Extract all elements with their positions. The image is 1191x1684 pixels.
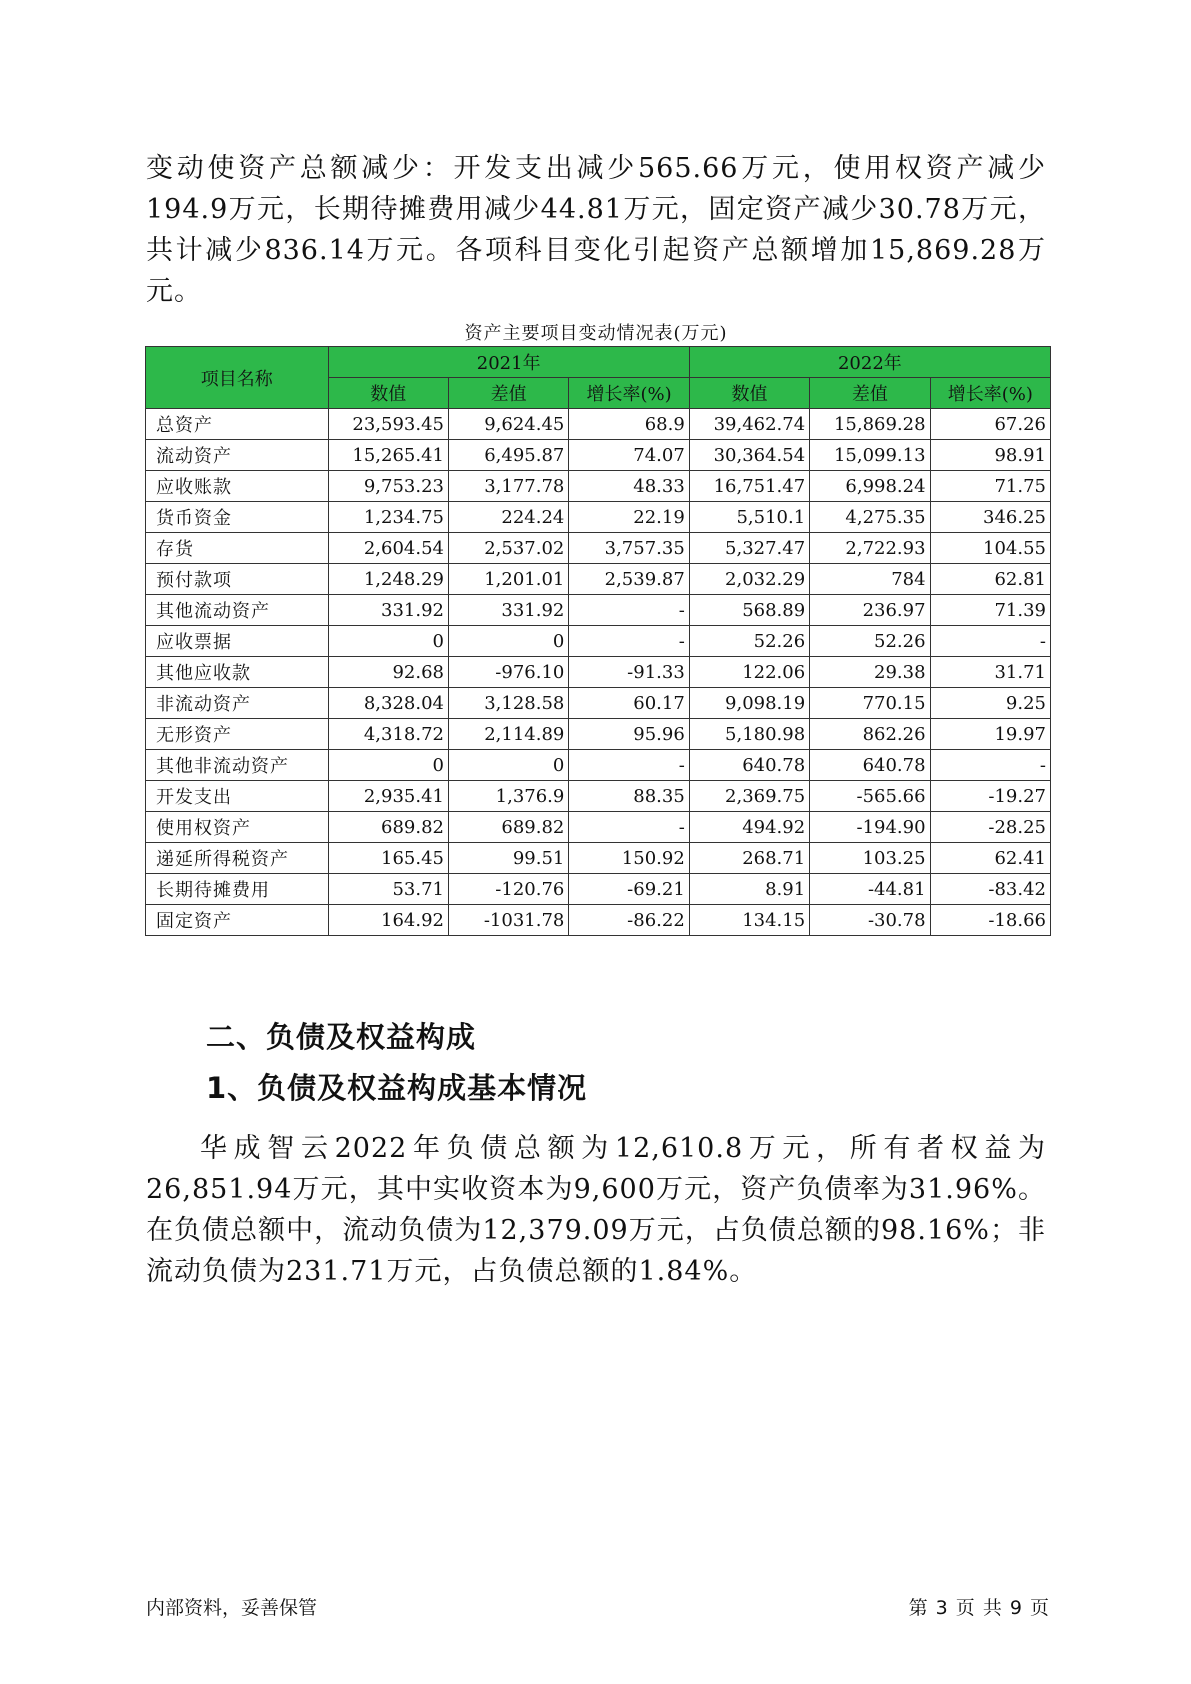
row-item-name: 无形资产 bbox=[146, 719, 329, 750]
row-value-cell: 9,753.23 bbox=[328, 471, 448, 502]
row-item-name: 其他流动资产 bbox=[146, 595, 329, 626]
row-value-cell: 0 bbox=[328, 626, 448, 657]
table-row bbox=[146, 812, 1051, 843]
row-item-name: 开发支出 bbox=[146, 781, 329, 812]
header-item-name: 项目名称 bbox=[146, 347, 329, 409]
header-year-2021: 2021年 bbox=[328, 347, 689, 378]
row-value-cell: 5,327.47 bbox=[689, 533, 809, 564]
row-value-cell: 67.26 bbox=[930, 409, 1050, 440]
row-value-cell: - bbox=[930, 626, 1050, 657]
row-value-cell: 52.26 bbox=[689, 626, 809, 657]
row-value-cell: 5,510.1 bbox=[689, 502, 809, 533]
row-value-cell: 1,234.75 bbox=[328, 502, 448, 533]
row-value-cell: -30.78 bbox=[810, 905, 930, 936]
row-item-name: 其他应收款 bbox=[146, 657, 329, 688]
table-row bbox=[146, 688, 1051, 719]
row-item-name: 非流动资产 bbox=[146, 688, 329, 719]
row-value-cell: 1,201.01 bbox=[448, 564, 568, 595]
row-value-cell: 15,099.13 bbox=[810, 440, 930, 471]
row-value-cell: 2,032.29 bbox=[689, 564, 809, 595]
table-row bbox=[146, 626, 1051, 657]
table-caption: 资产主要项目变动情况表(万元) bbox=[464, 323, 728, 344]
row-value-cell: -19.27 bbox=[930, 781, 1050, 812]
row-value-cell: 104.55 bbox=[930, 533, 1050, 564]
footer-page-number: 第 3 页 共 9 页 bbox=[908, 1597, 1050, 1619]
row-value-cell: 164.92 bbox=[328, 905, 448, 936]
row-value-cell: - bbox=[569, 750, 689, 781]
section-heading: 二、负债及权益构成 bbox=[206, 1020, 477, 1054]
table-row bbox=[146, 657, 1051, 688]
subheader-value-2022: 数值 bbox=[689, 378, 809, 409]
row-value-cell: 689.82 bbox=[448, 812, 568, 843]
row-value-cell: 6,495.87 bbox=[448, 440, 568, 471]
table-row bbox=[146, 440, 1051, 471]
row-value-cell: -44.81 bbox=[810, 874, 930, 905]
row-value-cell: 0 bbox=[448, 626, 568, 657]
row-value-cell: 346.25 bbox=[930, 502, 1050, 533]
row-item-name: 递延所得税资产 bbox=[146, 843, 329, 874]
row-value-cell: 268.71 bbox=[689, 843, 809, 874]
row-value-cell: 98.91 bbox=[930, 440, 1050, 471]
row-value-cell: -18.66 bbox=[930, 905, 1050, 936]
row-value-cell: -194.90 bbox=[810, 812, 930, 843]
table-row bbox=[146, 781, 1051, 812]
row-item-name: 使用权资产 bbox=[146, 812, 329, 843]
row-value-cell: 689.82 bbox=[328, 812, 448, 843]
row-value-cell: 2,369.75 bbox=[689, 781, 809, 812]
row-value-cell: 122.06 bbox=[689, 657, 809, 688]
row-value-cell: 784 bbox=[810, 564, 930, 595]
row-value-cell: 88.35 bbox=[569, 781, 689, 812]
row-value-cell: 68.9 bbox=[569, 409, 689, 440]
row-value-cell: 15,265.41 bbox=[328, 440, 448, 471]
row-value-cell: 8,328.04 bbox=[328, 688, 448, 719]
subheader-diff-2022: 差值 bbox=[810, 378, 930, 409]
footer-confidential-note: 内部资料，妥善保管 bbox=[146, 1597, 318, 1619]
row-value-cell: 862.26 bbox=[810, 719, 930, 750]
row-value-cell: -28.25 bbox=[930, 812, 1050, 843]
row-value-cell: 6,998.24 bbox=[810, 471, 930, 502]
row-value-cell: 2,935.41 bbox=[328, 781, 448, 812]
row-value-cell: 9,624.45 bbox=[448, 409, 568, 440]
row-value-cell: 770.15 bbox=[810, 688, 930, 719]
table-row bbox=[146, 471, 1051, 502]
row-value-cell: 224.24 bbox=[448, 502, 568, 533]
subheader-growth-2022: 增长率(%) bbox=[930, 378, 1050, 409]
row-value-cell: 60.17 bbox=[569, 688, 689, 719]
row-value-cell: 8.91 bbox=[689, 874, 809, 905]
row-value-cell: - bbox=[930, 750, 1050, 781]
table-header-row bbox=[146, 347, 1051, 378]
row-value-cell: 640.78 bbox=[810, 750, 930, 781]
row-value-cell: 134.15 bbox=[689, 905, 809, 936]
row-value-cell: -86.22 bbox=[569, 905, 689, 936]
row-value-cell: 71.39 bbox=[930, 595, 1050, 626]
row-item-name: 应收票据 bbox=[146, 626, 329, 657]
row-value-cell: -120.76 bbox=[448, 874, 568, 905]
row-value-cell: 150.92 bbox=[569, 843, 689, 874]
header-year-2022: 2022年 bbox=[689, 347, 1050, 378]
row-value-cell: 52.26 bbox=[810, 626, 930, 657]
row-value-cell: 39,462.74 bbox=[689, 409, 809, 440]
row-value-cell: 0 bbox=[448, 750, 568, 781]
row-value-cell: 29.38 bbox=[810, 657, 930, 688]
row-value-cell: 9.25 bbox=[930, 688, 1050, 719]
row-item-name: 存货 bbox=[146, 533, 329, 564]
row-value-cell: 4,318.72 bbox=[328, 719, 448, 750]
table-body bbox=[146, 409, 1051, 936]
row-value-cell: 31.71 bbox=[930, 657, 1050, 688]
row-value-cell: 568.89 bbox=[689, 595, 809, 626]
row-value-cell: 23,593.45 bbox=[328, 409, 448, 440]
row-value-cell: 62.81 bbox=[930, 564, 1050, 595]
row-item-name: 应收账款 bbox=[146, 471, 329, 502]
row-item-name: 货币资金 bbox=[146, 502, 329, 533]
intro-paragraph: 变动使资产总额减少：开发支出减少565.66万元，使用权资产减少194.9万元，长期待摊费用减少44.81万元，固定资产减少30.78万元，共计减少836.14万元。各项科目变化引起资产总额增加15,869.28万元。 bbox=[146, 153, 1046, 307]
row-value-cell: 2,722.93 bbox=[810, 533, 930, 564]
row-item-name: 长期待摊费用 bbox=[146, 874, 329, 905]
body-paragraph: 华成智云2022年负债总额为12,610.8万元，所有者权益为26,851.94万元，其中实收资本为9,600万元，资产负债率为31.96%。在负债总额中，流动负债为12,379.09万元，占负债总额的98.16%；非流动负债为231.71万元，占负债总额的1.84%。 bbox=[146, 1133, 1046, 1287]
row-value-cell: 71.75 bbox=[930, 471, 1050, 502]
row-value-cell: 1,248.29 bbox=[328, 564, 448, 595]
row-item-name: 总资产 bbox=[146, 409, 329, 440]
row-value-cell: -976.10 bbox=[448, 657, 568, 688]
row-value-cell: 19.97 bbox=[930, 719, 1050, 750]
row-value-cell: 99.51 bbox=[448, 843, 568, 874]
row-value-cell: 0 bbox=[328, 750, 448, 781]
row-value-cell: -83.42 bbox=[930, 874, 1050, 905]
row-value-cell: 74.07 bbox=[569, 440, 689, 471]
row-value-cell: 165.45 bbox=[328, 843, 448, 874]
subheader-growth-2021: 增长率(%) bbox=[569, 378, 689, 409]
row-value-cell: 4,275.35 bbox=[810, 502, 930, 533]
row-value-cell: 3,177.78 bbox=[448, 471, 568, 502]
table-row bbox=[146, 719, 1051, 750]
table-row bbox=[146, 409, 1051, 440]
row-value-cell: 2,604.54 bbox=[328, 533, 448, 564]
row-value-cell: 22.19 bbox=[569, 502, 689, 533]
row-value-cell: 3,757.35 bbox=[569, 533, 689, 564]
table-row bbox=[146, 750, 1051, 781]
table-row bbox=[146, 843, 1051, 874]
row-item-name: 固定资产 bbox=[146, 905, 329, 936]
row-value-cell: 494.92 bbox=[689, 812, 809, 843]
row-value-cell: 48.33 bbox=[569, 471, 689, 502]
row-value-cell: - bbox=[569, 626, 689, 657]
table-row bbox=[146, 595, 1051, 626]
row-value-cell: 2,114.89 bbox=[448, 719, 568, 750]
table-row bbox=[146, 564, 1051, 595]
row-value-cell: -69.21 bbox=[569, 874, 689, 905]
row-value-cell: 53.71 bbox=[328, 874, 448, 905]
row-item-name: 流动资产 bbox=[146, 440, 329, 471]
row-value-cell: 2,537.02 bbox=[448, 533, 568, 564]
row-value-cell: 92.68 bbox=[328, 657, 448, 688]
row-value-cell: 2,539.87 bbox=[569, 564, 689, 595]
row-value-cell: -565.66 bbox=[810, 781, 930, 812]
row-value-cell: 103.25 bbox=[810, 843, 930, 874]
table-row bbox=[146, 905, 1051, 936]
table-row bbox=[146, 533, 1051, 564]
row-value-cell: 5,180.98 bbox=[689, 719, 809, 750]
row-value-cell: 95.96 bbox=[569, 719, 689, 750]
table-row bbox=[146, 874, 1051, 905]
row-value-cell: 236.97 bbox=[810, 595, 930, 626]
row-value-cell: -91.33 bbox=[569, 657, 689, 688]
assets-change-table bbox=[145, 346, 1051, 936]
table-row bbox=[146, 502, 1051, 533]
row-value-cell: 30,364.54 bbox=[689, 440, 809, 471]
subheader-diff-2021: 差值 bbox=[448, 378, 568, 409]
row-item-name: 其他非流动资产 bbox=[146, 750, 329, 781]
row-value-cell: - bbox=[569, 595, 689, 626]
subheader-value-2021: 数值 bbox=[328, 378, 448, 409]
row-value-cell: 9,098.19 bbox=[689, 688, 809, 719]
row-value-cell: 62.41 bbox=[930, 843, 1050, 874]
row-value-cell: 1,376.9 bbox=[448, 781, 568, 812]
row-item-name: 预付款项 bbox=[146, 564, 329, 595]
row-value-cell: 3,128.58 bbox=[448, 688, 568, 719]
row-value-cell: 16,751.47 bbox=[689, 471, 809, 502]
row-value-cell: -1031.78 bbox=[448, 905, 568, 936]
row-value-cell: 640.78 bbox=[689, 750, 809, 781]
row-value-cell: 331.92 bbox=[448, 595, 568, 626]
subsection-heading: 1、负债及权益构成基本情况 bbox=[206, 1071, 588, 1105]
row-value-cell: 331.92 bbox=[328, 595, 448, 626]
row-value-cell: - bbox=[569, 812, 689, 843]
row-value-cell: 15,869.28 bbox=[810, 409, 930, 440]
